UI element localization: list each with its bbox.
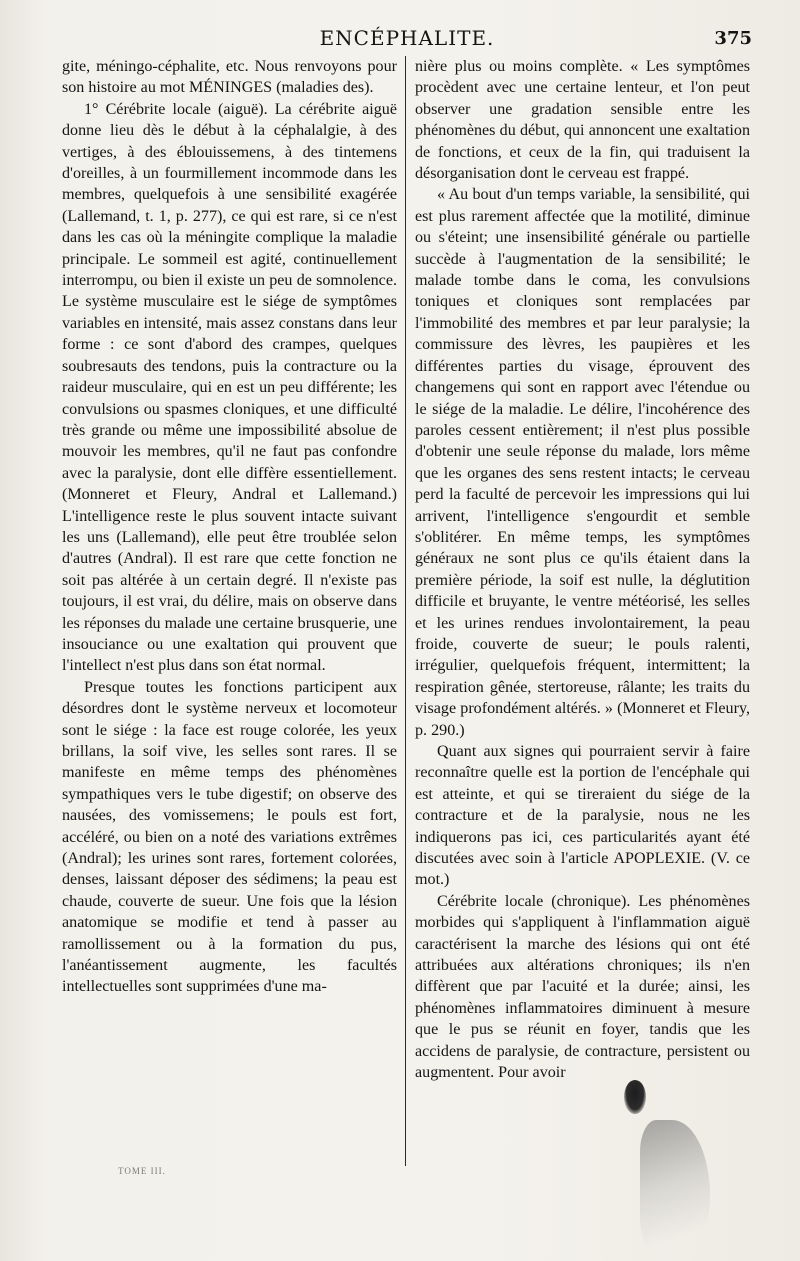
paragraph: 1° Cérébrite locale (aiguë). La cérébrite aiguë donne lieu dès le début à la céphalalgie, à des vertiges, à des éblouissemens, à des tintemens d'oreilles, à un fourmillement incommode dans les membres, quelquefois à une sensibilité exagérée (Lallemand, t. 1, p. 277), ce qui est rare, si ce n'est dans les cas où la méningite complique la maladie principale. Le sommeil est agité, continuellement interrompu, ou bien il existe un peu de somnolence. Le système musculaire est le siége de symptômes variables en intensité, mais assez constans dans leur forme : ce sont d'abord des crampes, quelques soubresauts des tendons, puis la contracture ou la raideur musculaire, qui en est un peu différente; les convulsions ou spasmes cloniques, et une difficulté très grande ou même une impossibilité absolue de mouvoir les membres, qu'il ne faut pas confondre avec la paralysie, dont elle diffère essentiellement. (Monneret et Fleury, Andral et Lallemand.) L'intelligence reste le plus souvent intacte suivant les uns (Lallemand), elle peut être troublée selon d'autres (Andral). Il est rare que cette fonction ne soit pas altérée à un certain degré. Il n'existe pas toujours, il est vrai, du délire, mais on observe dans les réponses du malade une certaine brusquerie, une insouciance ou une exaltation qui prouvent que l'intellect n'est plus dans son état normal. — [62, 100, 397, 675]
right-column — [415, 56, 750, 1084]
paragraph: « Au bout d'un temps variable, la sensibilité, qui est plus rarement affectée que la motilité, diminue ou s'éteint; une insensibilité générale ou partielle succède à l'augmentation de la sensibilité; le malade tombe dans le coma, les convulsions toniques et cloniques sont remplacées par l'immobilité des membres et par leur paralysie; la commissure des lèvres, les paupières et les différentes parties du visage, éprouvent des changemens qui sont en rapport avec l'étendue ou le siége de la maladie. Le délire, l'incohérence des paroles cessent entièrement; il n'est plus possible d'obtenir une seule réponse du malade, lors même que les organes des sens restent intacts; le cerveau perd la faculté de percevoir les impressions qui lui arrivent, l'intelligence s'engourdit et semble s'oblitérer. En même temps, les symptômes généraux ne sont plus ce qu'ils étaient dans la première période, la soif est nulle, la déglutition difficile et bruyante, le ventre météorisé, les selles et les urines rendues involontairement, la peau froide, couverte de sueur; le pouls ralenti, irrégulier, quelquefois fréquent, intermittent; la respiration gênée, stertoreuse, râlante; les traits du visage profondément altérés. » (Monneret et Fleury, p. 290.) — [415, 186, 750, 739]
paragraph: Presque toutes les fonctions participent aux désordres dont le système nerveux et locomoteur sont le siége : la face est rouge colorée, les yeux brillans, la soif vive, les selles sont rares. Il se manifeste en même temps des phénomènes sympathiques vers le tube digestif; on observe des nausées, des vomissemens; le pouls est fort, accéléré, ou bien on a noté des variations extrêmes (Andral); les urines sont rares, fortement colorées, denses, laissant déposer des sédimens; la peau est chaude, couverte de sueur. Une fois que la lésion anatomique se modifie et tend à passer au ramollissement ou à la formation du pus, l'anéantissement augmente, les facultés intellectuelles sont supprimées d'une ma- — [62, 678, 397, 996]
page-header — [62, 26, 752, 52]
paragraph: Quant aux signes qui pourraient servir à faire reconnaître quelle est la portion de l'encéphale qui est atteinte, et qui se tireraient du siége de la contracture et de la paralysie, nous ne les indiquerons pas ici, ces particularités ayant été discutées avec soin à l'article APOPLEXIE. (V. ce mot.) — [415, 743, 750, 889]
column-divider — [405, 56, 406, 1166]
signature-mark: TOME III. — [118, 1166, 166, 1176]
left-column — [62, 56, 397, 998]
page-number: 375 — [714, 28, 752, 49]
running-title: ENCÉPHALITE. — [319, 26, 495, 50]
ink-blot — [624, 1080, 646, 1114]
paragraph: Cérébrite locale (chronique). Les phénomènes morbides qui s'appliquent à l'inflammation aiguë caractérisent la marche des lésions qui ont été attribuées aux altérations chroniques; ils n'en diffèrent que par l'acuité et la durée; ainsi, les phénomènes inflammatoires diminuent à mesure que le pus se réunit en foyer, tandis que les accidens de paralysie, de contracture, persistent ou augmentent. Pour avoir — [415, 892, 750, 1082]
paragraph: nière plus ou moins complète. « Les symptômes procèdent avec une certaine lenteur, et l'on peut observer une gradation sensible entre les phénomènes du début, qui annoncent une exaltation de fonctions, et ceux de la fin, qui traduisent la désorganisation dont le cerveau est frappé. — [415, 58, 750, 183]
paragraph: gite, méningo-céphalite, etc. Nous renvoyons pour son histoire au mot MÉNINGES (maladies des). — [62, 58, 397, 97]
ink-smudge — [640, 1120, 710, 1260]
